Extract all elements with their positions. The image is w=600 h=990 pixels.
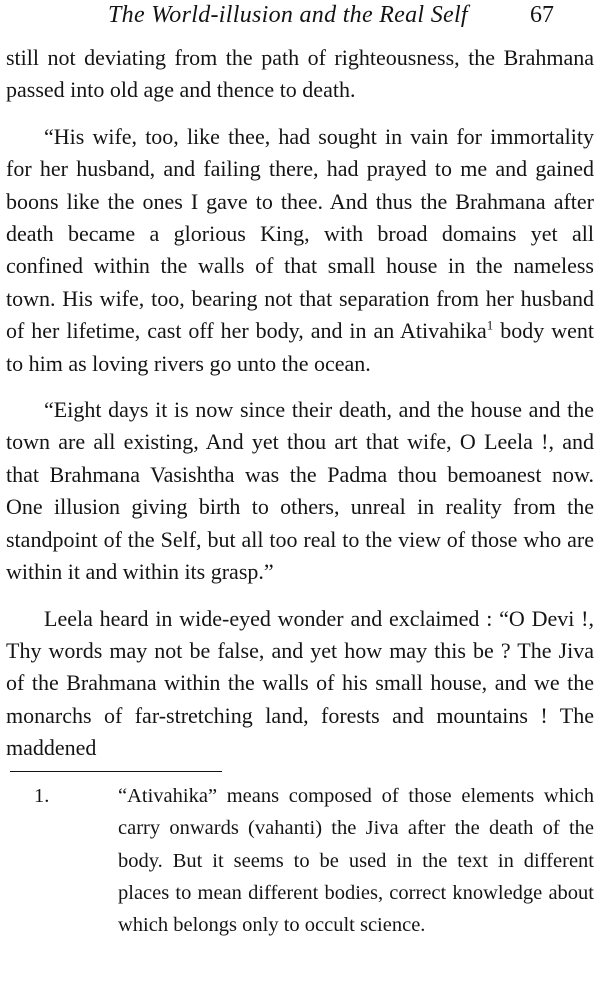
paragraph-2 [6,121,594,380]
footnote-marker: 1 [486,317,494,333]
footnote [34,780,594,941]
page-header [0,0,600,36]
footnote-rule [10,771,222,772]
footnote-number: 1. [34,785,50,807]
term-ativahika: Ativahika [400,318,487,344]
running-title: The World-illusion and the Real Self [108,2,468,28]
paragraph-1: still not deviating from the path of righteousness, the Brahmana passed into old age and thence to death. [6,45,594,103]
paragraph-4: Leela heard in wide-eyed wonder and exclaimed : “O Devi !, Thy words may not be false, and yet how may this be ? The Jiva of the Brahmana within the walls of his small house, and we the monarchs of far-stretching land, forests and mountains ! The maddened [6,605,594,761]
footnote-text: “Ativahika” means composed of those elements which carry onwards (vahanti) the Jiva after the death of the body. But it seems to be used in the text in different places to mean different bodies, correct knowledge about which belongs only to occult science. [118,785,594,937]
paragraph-3: “Eight days it is now since their death, and the house and the town are all existing, And yet thou art that wife, O Leela !, and that Brahmana Vasishtha was the Padma thou bemoanest now. One illusion giving birth to others, unreal in reality from the standpoint of the Self, but all too real to the view of those who are within it and within its grasp.” [6,397,594,585]
page-number: 67 [530,2,554,28]
paragraph-2-text-cont: body went to him as loving rivers go unto the ocean. [6,318,594,376]
body-text [6,42,594,765]
paragraph-2-text: “His wife, too, like thee, had sought in vain for immortality for her husband, and failing there, had prayed to me and gained boons like the ones I gave to thee. And thus the Brahmana after death became a glorious King, with broad domains yet all confined within the walls of that small house in the nameless town. His wife, too, bearing not that separation from her husband of her lifetime, cast off her body, and in an [6,123,594,344]
